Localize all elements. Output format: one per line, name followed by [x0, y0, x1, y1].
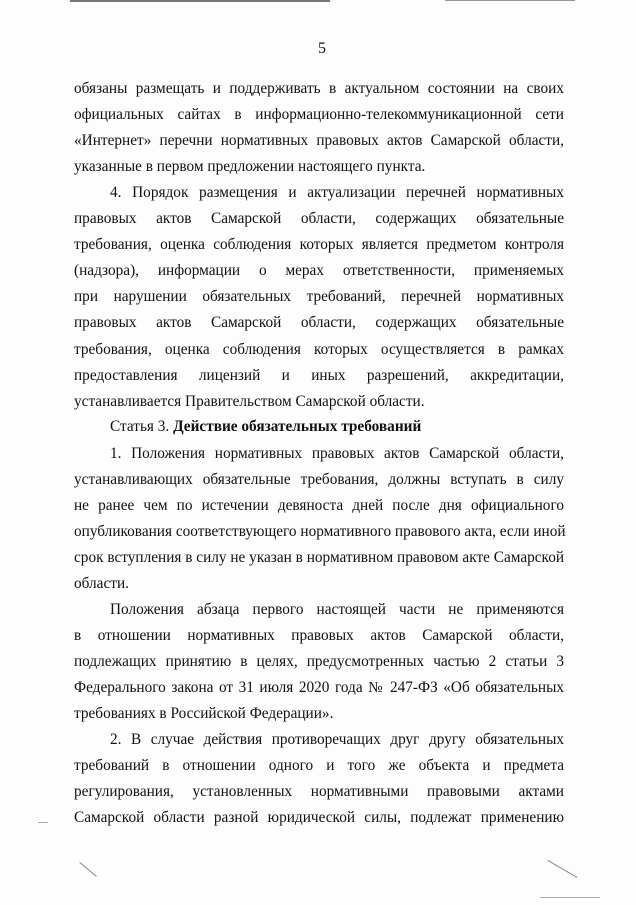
text-line: 1. Положения нормативных правовых актов Самарской области, [110, 445, 564, 462]
text-line: официальных сайтах в информационно-телекоммуникационной сети [74, 106, 564, 124]
paragraph-continuation [74, 76, 564, 180]
text-line: «Интернет» перечни нормативных правовых актов Самарской области, [74, 132, 564, 150]
article-prefix: Статья 3. [110, 418, 174, 435]
text-line: обязаны размещать и поддерживать в актуальном состоянии на своих [74, 80, 564, 97]
text-line: правовых актов Самарской области, содержащих обязательные [74, 314, 564, 332]
paragraph-part-1-abzac-2 [74, 597, 564, 727]
page-number: 5 [318, 40, 326, 57]
scan-artifact [38, 822, 48, 823]
scan-top-edge [70, 0, 330, 2]
text-line: Положения абзаца первого настоящей части не применяются [110, 601, 564, 618]
text-line: регулирования, установленных нормативными правовыми актами [74, 783, 564, 801]
article-heading-line [74, 414, 564, 440]
text-line: предоставления лицензий и иных разрешений, аккредитации, [74, 366, 564, 384]
scan-artifact [548, 860, 578, 878]
paragraph-part-1 [74, 441, 564, 598]
text-line: срок вступления в силу не указан в нормативном правовом акте Самарской [74, 549, 565, 567]
text-line: устанавливающих обязательные требования, должны вступать в силу [74, 471, 564, 489]
text-line: указанные в первом предложении настоящего пункта. [74, 158, 426, 176]
text-line: правовых актов Самарской области, содержащих обязательные [74, 210, 564, 228]
paragraph-part-2 [74, 727, 564, 831]
article-title: Действие обязательных требований [173, 418, 422, 435]
scan-artifact [540, 897, 600, 898]
text-line: при нарушении обязательных требований, перечней нормативных [74, 288, 564, 306]
text-line: Самарской области разной юридической силы, подлежат применению [74, 809, 564, 827]
text-line: 4. Порядок размещения и актуализации перечней нормативных [110, 184, 564, 201]
scan-artifact [79, 862, 96, 877]
text-line: не ранее чем по истечении девяноста дней после дня официального [74, 497, 564, 515]
text-line: Федерального закона от 31 июля 2020 года № 247-ФЗ «Об обязательных [74, 679, 564, 697]
paragraph-item-4 [74, 180, 564, 415]
text-line: 2. В случае действия противоречащих друг другу обязательных [110, 731, 564, 748]
text-line: требованиях в Российской Федерации». [74, 705, 334, 723]
text-line: области. [74, 575, 129, 593]
text-line: подлежащих принятию в целях, предусмотренных частью 2 статьи 3 [74, 653, 564, 671]
text-line: требования, оценка соблюдения которых является предметом контроля [74, 236, 564, 254]
article-heading [74, 414, 564, 440]
text-line: (надзора), информации о мерах ответственности, применяемых [74, 262, 564, 280]
scan-top-edge-right [445, 0, 575, 1]
text-line: в отношении нормативных правовых актов Самарской области, [74, 627, 564, 645]
text-line: требований в отношении одного и того же объекта и предмета [74, 757, 564, 775]
text-line: устанавливается Правительством Самарской области. [74, 392, 425, 410]
text-line: опубликования соответствующего нормативного правового акта, если иной [74, 523, 566, 541]
text-line: требования, оценка соблюдения которых осуществляется в рамках [74, 340, 564, 358]
